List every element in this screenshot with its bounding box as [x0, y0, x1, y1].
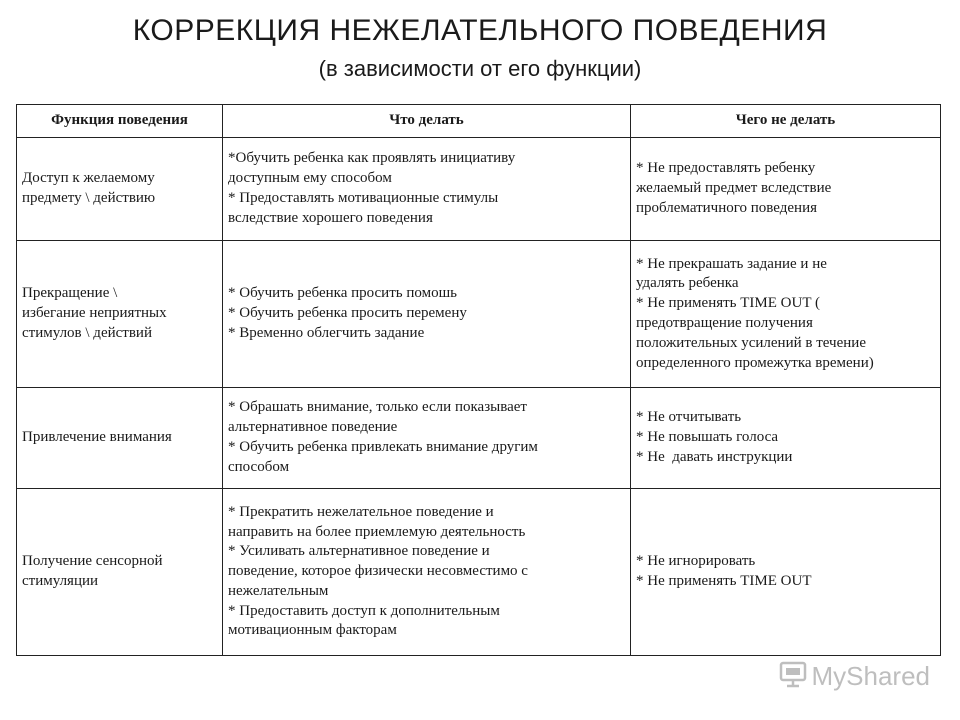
cell-line: * Обучить ребенка привлекать внимание другим	[228, 439, 538, 455]
cell-line: Привлечение внимания	[22, 429, 172, 446]
cell-line: * Не применять TIME OUT	[636, 573, 812, 589]
watermark-text: MyShared	[811, 661, 930, 691]
function-cell	[17, 489, 223, 656]
page-title: КОРРЕКЦИЯ НЕЖЕЛАТЕЛЬНОГО ПОВЕДЕНИЯ	[132, 14, 828, 47]
cell-line: поведение, которое физически несовместимо с	[228, 563, 528, 580]
do-cell	[223, 138, 631, 241]
cell-line: * Не применять TIME OUT (	[636, 295, 820, 312]
presentation-board-icon	[778, 659, 808, 694]
cell-line: * Прекратить нежелательное поведение и	[228, 503, 494, 520]
cell-line: нежелательным	[228, 582, 329, 599]
cell-line: * Усиливать альтернативное поведение и	[228, 543, 490, 560]
cell-line: доступным ему способом	[228, 170, 392, 187]
cell-line: мотивационным факторам	[228, 622, 397, 639]
do-cell	[223, 489, 631, 656]
cell-line: * Не игнорировать	[636, 553, 756, 570]
cell-line: * Временно облегчить задание	[228, 324, 425, 341]
cell-line: предотвращение получения	[636, 315, 813, 331]
dont-cell	[631, 489, 941, 656]
cell-line: способом	[228, 458, 290, 475]
cell-line: предмету \ действию	[22, 190, 156, 206]
cell-line: желаемый предмет вследствие	[636, 180, 832, 197]
cell-line: *Обучить ребенка как проявлять инициативу	[228, 150, 516, 167]
cell-line: избегание неприятных	[22, 305, 167, 322]
column-header-dont: Чего не делать	[631, 105, 941, 138]
dont-cell	[631, 241, 941, 388]
cell-line: Прекращение \	[22, 285, 118, 302]
cell-line: Доступ к желаемому	[22, 170, 155, 187]
cell-line: * Предоставлять мотивационные стимулы	[228, 190, 499, 206]
dont-cell	[631, 388, 941, 489]
dont-cell	[631, 138, 941, 241]
cell-line: направить на более приемлемую деятельность	[228, 523, 526, 540]
cell-line: * Обучить ребенка просить помошь	[228, 285, 457, 302]
cell-line: * Обучить ребенка просить перемену	[228, 305, 467, 322]
function-cell	[17, 388, 223, 489]
cell-line: определенного промежутка времени)	[636, 354, 874, 371]
table-row	[17, 241, 941, 388]
table-header-row	[17, 105, 941, 138]
cell-line: * Обрашать внимание, только если показывает	[228, 399, 527, 416]
function-cell	[17, 138, 223, 241]
cell-line: стимуляции	[22, 573, 99, 589]
cell-line: удалять ребенка	[636, 275, 739, 292]
watermark	[778, 659, 931, 694]
cell-line: * Не предоставлять ребенку	[636, 160, 816, 177]
do-cell	[223, 241, 631, 388]
table-row	[17, 489, 941, 656]
cell-line: * Не прекрашать задание и не	[636, 255, 827, 272]
cell-line: * Не давать инструкции	[636, 448, 793, 465]
cell-line: вследствие хорошего поведения	[228, 209, 433, 226]
column-header-function: Функция поведения	[17, 105, 223, 138]
cell-line: стимулов \ действий	[22, 324, 152, 341]
page-subtitle: (в зависимости от его функции)	[318, 56, 642, 81]
cell-line: * Не отчитывать	[636, 409, 742, 426]
function-cell	[17, 241, 223, 388]
column-header-do: Что делать	[223, 105, 631, 138]
do-cell	[223, 388, 631, 489]
cell-line: * Предоставить доступ к дополнительным	[228, 602, 500, 619]
cell-line: * Не повышать голоса	[636, 429, 779, 446]
cell-line: проблематичного поведения	[636, 199, 817, 216]
cell-line: альтернативное поведение	[228, 419, 398, 436]
cell-line: Получение сенсорной	[22, 553, 163, 570]
cell-line: положительных усилений в течение	[636, 334, 866, 351]
behavior-correction-table	[16, 104, 941, 656]
table-row	[17, 388, 941, 489]
table-row	[17, 138, 941, 241]
